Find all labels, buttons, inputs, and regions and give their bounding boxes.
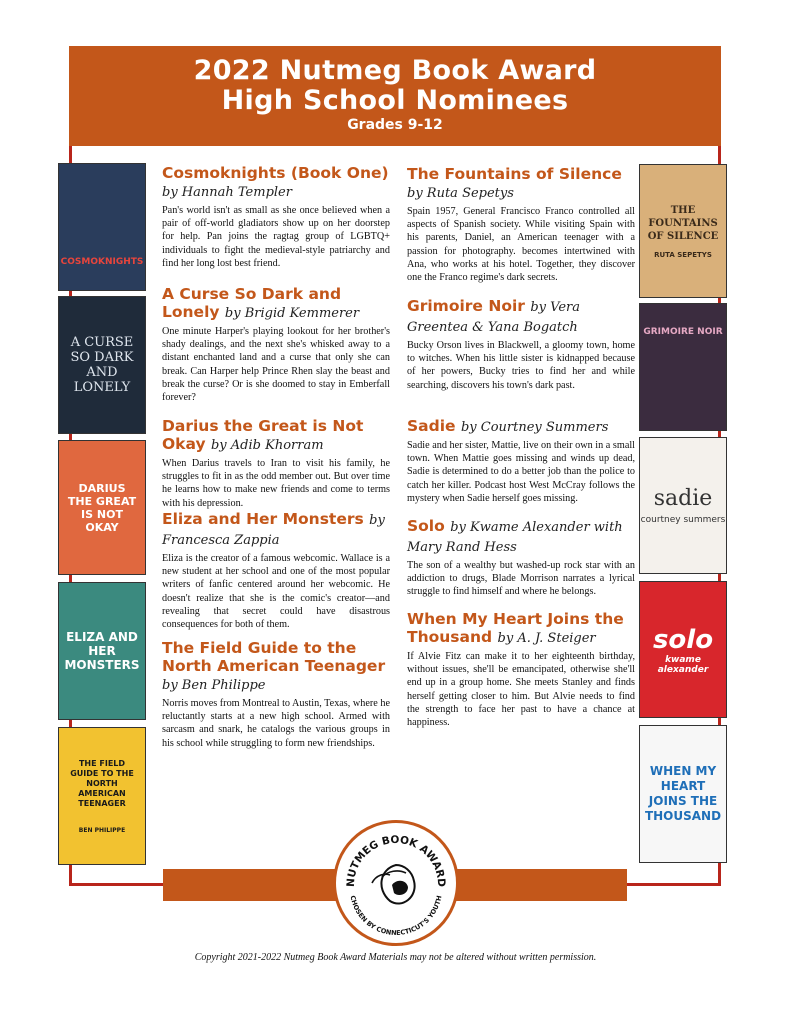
book-entry-when-my-heart <box>407 610 635 729</box>
cover-title: COSMOKNIGHTS <box>60 257 144 267</box>
cover-title: solo <box>652 624 714 655</box>
cover-title: THE FOUNTAINS OF SILENCE <box>647 204 719 242</box>
book-entry-grimoire-noir <box>407 297 635 392</box>
book-entry-fountains <box>407 165 635 284</box>
book-entry-eliza <box>162 510 390 631</box>
book-cover-eliza <box>58 582 146 720</box>
book-cover-grimoire-noir <box>639 303 727 431</box>
copyright-notice: Copyright 2021-2022 Nutmeg Book Award Materials may not be altered without written permission. <box>194 952 597 963</box>
book-cover-field-guide <box>58 727 146 865</box>
book-cover-cosmoknights <box>58 163 146 291</box>
book-description: Eliza is the creator of a famous webcomic. Wallace is a new student at her school and one of the most popular writers of fanfic centered around her webcomic. He doesn't realize that she is the comic's creator—and revealing that secret could have disastrous consequences for both of them. <box>162 553 390 631</box>
book-description: When Darius travels to Iran to visit his family, he struggles to fit in as the odd member out. But over time he learns how to make new friends and come to terms with his depression. <box>162 458 390 509</box>
book-entry-cosmoknights <box>162 164 390 270</box>
book-cover-curse-so-dark <box>58 296 146 434</box>
book-description: Pan's world isn't as small as she once believed when a pair of off-world gladiators show up on her doorstep for help. Pan joins the ragtag group of LGBTQ+ individuals to fight the medieval-style patriarchy and find her long lost best friend. <box>162 205 390 269</box>
seal-bottom-text: CHOSEN BY CONNECTICUT'S YOUTH <box>348 894 444 938</box>
book-author: by Kwame Alexander with Mary Rand Hess <box>407 520 623 555</box>
cover-author: RUTA SEPETYS <box>654 250 712 259</box>
book-entry-curse-so-dark <box>162 285 390 404</box>
cover-title: A CURSE SO DARK AND LONELY <box>70 335 134 395</box>
book-author: by Ruta Sepetys <box>407 186 514 201</box>
book-entry-darius <box>162 417 390 510</box>
cover-title: WHEN MY HEART JOINS THE THOUSAND <box>644 764 722 823</box>
seal-graphic <box>336 823 456 943</box>
book-cover-solo <box>639 581 727 718</box>
book-title: The Field Guide to the North American Teenager by Ben Philippe <box>162 639 386 693</box>
header-banner <box>69 46 721 146</box>
seal-top-text: NUTMEG BOOK AWARD <box>344 833 448 888</box>
book-description: One minute Harper's playing lookout for her brother's shady dealings, and the next she's whisked away to a distant enchanted land and a curse that only she can break. Can Harper help Prince Rhen slay the beast and break the curse? Or is she doomed to stay in Emberfall forever? <box>162 326 390 404</box>
book-author: by A. J. Steiger <box>497 631 596 646</box>
book-author: by Ben Philippe <box>162 678 266 693</box>
book-author: by Adib Khorram <box>210 438 324 453</box>
book-title: Sadie by Courtney Summers <box>407 417 609 435</box>
book-description: If Alvie Fitz can make it to her eighteenth birthday, without issues, she'll be emancipated, otherwise she'll end up in a group home. She meets Stanley and finds herself getting closer to him. But Alvie needs to find the strength to face her past to have a chance at happiness. <box>407 651 635 729</box>
cover-author: courtney summers <box>640 515 726 525</box>
cover-author: BEN PHILIPPE <box>78 826 126 834</box>
book-author: by Hannah Templer <box>162 185 292 200</box>
book-author: by Francesca Zappia <box>162 513 385 548</box>
cover-title: DARIUS THE GREAT IS NOT OKAY <box>67 481 137 534</box>
page-title-line2: High School Nominees <box>221 85 569 116</box>
book-description: Norris moves from Montreal to Austin, Texas, where he reluctantly starts at a new high school. Armed with sarcasm and snark, he catalogs the various groups in his school while struggling to form new friendships. <box>162 698 390 749</box>
nutmeg-icon <box>372 865 415 904</box>
cover-title: sadie <box>653 486 713 511</box>
book-title: Grimoire Noir by Vera Greentea & Yana Bogatch <box>407 297 580 335</box>
book-description: Spain 1957, General Francisco Franco controlled all aspects of Spanish society. While visiting Spain with his parents, Daniel, an American teenager with a passion for photography. becomes intertwined with Ana, who works at his hotel. Together, they discover one the Franco regime's dark secrets. <box>407 206 635 284</box>
cover-author: kwame alexander <box>657 654 709 675</box>
book-cover-fountains <box>639 164 727 298</box>
page-title-line1: 2022 Nutmeg Book Award <box>193 55 597 86</box>
cover-title: THE FIELD GUIDE TO THE NORTH AMERICAN TEENAGER <box>70 758 134 808</box>
book-title: Darius the Great is Not Okay by Adib Khorram <box>162 417 364 453</box>
book-author: by Vera Greentea & Yana Bogatch <box>407 300 580 335</box>
book-cover-darius <box>58 440 146 575</box>
book-description: Bucky Orson lives in Blackwell, a gloomy town, home to witches. When his little sister is kidnapped because of her powers, Bucky tries to find her and while searching, discovers his town's dark past. <box>407 340 635 391</box>
book-title: When My Heart Joins the Thousand by A. J. Steiger <box>407 610 624 646</box>
book-title: The Fountains of Silence by Ruta Sepetys <box>407 165 622 201</box>
book-author: by Courtney Summers <box>460 420 609 435</box>
book-title: Solo by Kwame Alexander with Mary Rand Hess <box>407 517 623 555</box>
book-description: Sadie and her sister, Mattie, live on their own in a small town. When Mattie goes missing and winds up dead, Sadie is determined to do a better job than the police to catch her killer. Podcast host West McCray follows the mystery when Sadie herself goes missing. <box>407 440 635 504</box>
cover-title: ELIZA AND HER MONSTERS <box>64 630 140 672</box>
book-entry-field-guide <box>162 639 390 750</box>
book-cover-sadie <box>639 437 727 574</box>
book-title: Cosmoknights (Book One) by Hannah Templer <box>162 164 389 200</box>
cover-title: GRIMOIRE NOIR <box>643 327 723 337</box>
book-cover-when-my-heart <box>639 725 727 863</box>
book-entry-solo <box>407 517 635 599</box>
book-title: A Curse So Dark and Lonely by Brigid Kemmerer <box>162 285 360 321</box>
book-description: The son of a wealthy but washed-up rock star with an addiction to drugs, Blade Morrison narrates a lyrical struggle to find himself and where he belongs. <box>407 560 635 598</box>
book-author: by Brigid Kemmerer <box>224 306 360 321</box>
book-title: Eliza and Her Monsters by Francesca Zappia <box>162 510 385 548</box>
grades-label: Grades 9-12 <box>347 117 443 133</box>
nutmeg-award-seal <box>333 820 459 946</box>
book-entry-sadie <box>407 417 635 505</box>
